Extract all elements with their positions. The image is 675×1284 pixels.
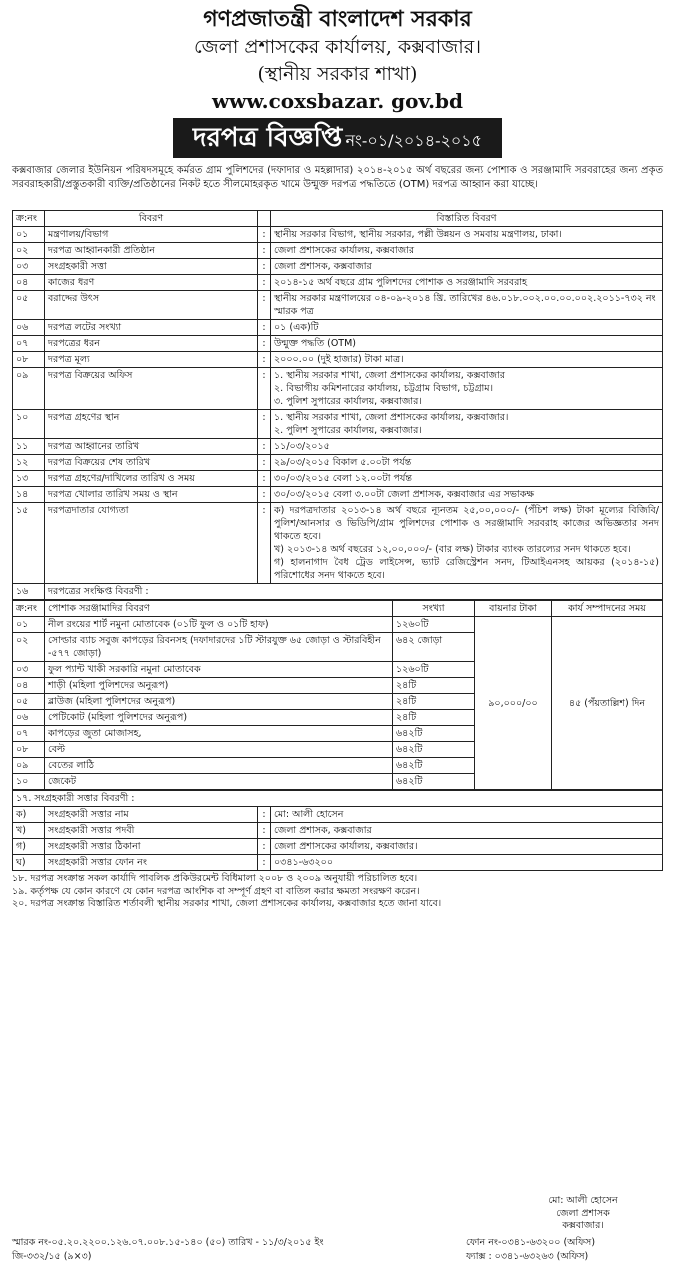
item-number: ০৯: [13, 758, 45, 774]
row-label: সংগ্রহকারী সত্তা: [45, 259, 258, 275]
row-number: ১৬: [13, 584, 45, 600]
item-description: ফুল প্যান্ট খাকী সরকারি নমুনা মোতাবেক: [45, 662, 393, 678]
table-row: ১৪ দরপত্র খোলার তারিখ সময় ও স্থান : ৩০/০৩/২০১৫ বেলা ৩.০০টা জেলা প্রশাসক, কক্সবাজার এর সভাকক্ষ: [13, 487, 663, 503]
table-row: ১৩ দরপত্র গ্রহণের/দাখিলের তারিখ ও সময় : ৩০/০৩/২০১৫ বেলা ১২.০০টা পর্যন্ত: [13, 471, 663, 487]
row-value: ০১ (এক)টি: [271, 320, 663, 336]
item-number: ০৮: [13, 742, 45, 758]
office-title: জেলা প্রশাসকের কার্যালয়, কক্সবাজার।: [193, 36, 482, 58]
item-quantity: ৬৪২টি: [393, 742, 475, 758]
notes-section: [0, 871, 675, 911]
government-title: গণপ্রজাতন্ত্রী বাংলাদেশ সরকার: [203, 6, 472, 32]
table-row: ১১ দরপত্র আহ্বানের তারিখ : ১১/০৩/২০১৫: [13, 439, 663, 455]
notice-banner: [0, 118, 675, 158]
table-header-row: [13, 211, 663, 227]
item-number: ০৭: [13, 726, 45, 742]
row-value: [271, 503, 663, 584]
header-details: বিস্তারিত বিবরণ: [271, 211, 663, 227]
note-20: ২০. দরপত্র সংক্রান্ত বিস্তারিত শর্তাবলী স্থানীয় সরকার শাখা, জেলা প্রশাসকের কার্যালয়, কক্সবাজার হতে জানা যাবে।: [12, 898, 442, 909]
banner-number: নং-০১/২০১৪-২০১৫: [345, 131, 483, 150]
item-description: শাড়ী (মহিলা পুলিশদের অনুরূপ): [45, 678, 393, 694]
item-description: সোল্ডার ব্যাচ সবুজ কাপড়ের রিবনসহ (দফাদারদের ১টি স্টারযুক্ত ৬৫ জোড়া ও স্টারবিহীন -৫৭৭ জোড়া): [45, 633, 393, 662]
procurer-row-value: ০৩৪১-৬৩২০০: [271, 855, 663, 871]
row-label: বরাদ্দের উৎস: [45, 291, 258, 320]
row-value: জেলা প্রশাসকের কার্যালয়, কক্সবাজার: [271, 243, 663, 259]
earnest-money: ৯০,০০০/০০: [475, 617, 552, 790]
items-header-serial: ক্র:নং: [13, 601, 45, 617]
row-number: ১৫: [13, 503, 45, 584]
note-18: ১৮. দরপত্র সংক্রান্ত সকল কার্যাদি পাবলিক প্রকিউরমেন্ট বিধিমালা ২০০৮ ও ২০০৯ অনুযায়ী পরিচালিত হবে।: [12, 873, 418, 884]
letterhead: [0, 0, 675, 114]
item-quantity: ৬৪২টি: [393, 774, 475, 790]
row-value: ২৯/০৩/২০১৫ বিকাল ৫.০০টা পর্যন্ত: [271, 455, 663, 471]
table-row: ০২ দরপত্র আহ্বানকারী প্রতিষ্ঠান : জেলা প্রশাসকের কার্যালয়, কক্সবাজার: [13, 243, 663, 259]
item-quantity: ২৪টি: [393, 678, 475, 694]
signatory-place: কক্সবাজার।: [562, 1220, 604, 1231]
row-number: ০৩: [13, 259, 45, 275]
table-row: গ) সংগ্রহকারী সত্তার ঠিকানা : জেলা প্রশাসকের কার্যালয়, কক্সবাজার।: [13, 839, 663, 855]
eligibility-a: ক) দরপত্রদাতার ২০১৩-১৪ অর্থ বছরে ন্যূনতম ২৫,০০,০০০/- (পঁচিশ লক্ষ) টাকা মূল্যের বিজিবি/পুলিশ/আনসার ও ভিডিপি/গ্রাম পুলিশদের পোশাক ও সরঞ্জামাদি সরবরাহ কাজের অভিজ্ঞতার সনদ থাকতে হবে।: [274, 505, 659, 542]
row-label: দরপত্র খোলার তারিখ সময় ও স্থান: [45, 487, 258, 503]
row-label: দরপত্র লটের সংখ্যা: [45, 320, 258, 336]
row-label: দরপত্র আহ্বানকারী প্রতিষ্ঠান: [45, 243, 258, 259]
memo-block: [12, 1236, 324, 1264]
row-value: স্থানীয় সরকার বিভাগ, স্থানীয় সরকার, পল্লী উন্নয়ন ও সমবায় মন্ত্রণালয়, ঢাকা।: [271, 227, 663, 243]
row-label: কাজের ধরণ: [45, 275, 258, 291]
website-link[interactable]: www.coxsbazar. gov.bd: [211, 89, 464, 113]
item-description: বেল্ট: [45, 742, 393, 758]
procurer-row-number: গ): [13, 839, 45, 855]
item-number: ০৫: [13, 694, 45, 710]
receipt-place-1: ১. স্থানীয় সরকার শাখা, জেলা প্রশাসকের কার্যালয়, কক্সবাজার।: [274, 412, 509, 423]
branch-title: (স্থানীয় সরকার শাখা): [257, 63, 418, 85]
procurer-row-label: সংগ্রহকারী সত্তার ফোন নং: [45, 855, 258, 871]
item-number: ০৬: [13, 710, 45, 726]
item-description: পেটিকোট (মহিলা পুলিশদের অনুরূপ): [45, 710, 393, 726]
eligibility-c: গ) হালনাগাদ বৈধ ট্রেড লাইসেন্স, ভ্যাট রেজিস্ট্রেশন সনদ, টিআইএনসহ আয়কর (২০১৪-১৫) পরিশোধের সনদ থাকতে হবে।: [274, 557, 659, 581]
table-row: ০৪ কাজের ধরণ : ২০১৪-১৫ অর্থ বছরে গ্রাম পুলিশদের পোশাক ও সরঞ্জামাদি সরবরাহ: [13, 275, 663, 291]
table-row: [13, 584, 663, 600]
table-row: ০৯ দরপত্র বিক্রয়ের অফিস : ১. স্থানীয় সরকার শাখা, জেলা প্রশাসকের কার্যালয়, কক্সবাজার ২. বিভাগীয় কমিশনারের কার্যালয়, চট্টগ্রাম বিভাগ, চট্টগ্রাম। ৩. পুলিশ সুপারের কার্যালয়, কক্সবাজার।: [13, 368, 663, 410]
row-number: ০৭: [13, 336, 45, 352]
row-value: ৩০/০৩/২০১৫ বেলা ১২.০০টা পর্যন্ত: [271, 471, 663, 487]
table-row: ক) সংগ্রহকারী সত্তার নাম : মো: আলী হোসেন: [13, 807, 663, 823]
signatory-name: মো: আলী হোসেন: [548, 1195, 618, 1206]
procurer-row-label: সংগ্রহকারী সত্তার ঠিকানা: [45, 839, 258, 855]
table-row: ০৭ দরপত্রের ধরন : উন্মুক্ত পদ্ধতি (OTM): [13, 336, 663, 352]
procurer-title-row: [13, 791, 663, 807]
row-label: দরপত্রদাতার যোগ্যতা: [45, 503, 258, 584]
fax-number: ফ্যাক্স : ০৩৪১-৬৩২৬৩ (অফিস): [466, 1251, 589, 1262]
items-header-earnest: বায়নার টাকা: [475, 601, 552, 617]
row-label: দরপত্র আহ্বানের তারিখ: [45, 439, 258, 455]
row-value: [271, 410, 663, 439]
item-quantity: ৬৪২টি: [393, 758, 475, 774]
contact-block: [466, 1236, 595, 1264]
procurer-row-number: ক): [13, 807, 45, 823]
memo-number: স্মারক নং-০৫.২০.২২০০.১২৬.০৭.০০৮.১৫-১৪০ (৫০) তারিখ - ১১/৩/২০১৫ ইং: [12, 1237, 324, 1248]
procurer-row-label: সংগ্রহকারী সত্তার পদবী: [45, 823, 258, 839]
eligibility-b: খ) ২০১৩-১৪ অর্থ বছরের ১২,০০,০০০/- (বার লক্ষ) টাকার ব্যাংক তারল্যের সনদ থাকতে হবে।: [274, 544, 631, 555]
item-number: ০২: [13, 633, 45, 662]
header-description: বিবরণ: [45, 211, 258, 227]
row-value: ৩০/০৩/২০১৫ বেলা ৩.০০টা জেলা প্রশাসক, কক্সবাজার এর সভাকক্ষ: [271, 487, 663, 503]
procurer-table: [12, 790, 663, 871]
procurer-row-number: ঘ): [13, 855, 45, 871]
row-number: ১০: [13, 410, 45, 439]
item-number: ০৩: [13, 662, 45, 678]
items-header-row: [13, 601, 663, 617]
row-value: ২০১৪-১৫ অর্থ বছরে গ্রাম পুলিশদের পোশাক ও সরঞ্জামাদি সরবরাহ: [271, 275, 663, 291]
table-row: [13, 617, 663, 633]
item-description: জেকেট: [45, 774, 393, 790]
items-header-quantity: সংখ্যা: [393, 601, 475, 617]
table-row: ১০ দরপত্র গ্রহণের স্থান : ১. স্থানীয় সরকার শাখা, জেলা প্রশাসকের কার্যালয়, কক্সবাজার। ২. পুলিশ সুপারের কার্যালয়, কক্সবাজার।: [13, 410, 663, 439]
item-quantity: ১২৬০টি: [393, 662, 475, 678]
items-table: [12, 600, 663, 790]
header-serial: ক্র:নং: [13, 211, 45, 227]
row-label: দরপত্রের সংক্ষিপ্ত বিবরণী :: [45, 584, 663, 600]
item-quantity: ৬৪২টি: [393, 726, 475, 742]
item-number: ০১: [13, 617, 45, 633]
note-19: ১৯. কর্তৃপক্ষ যে কোন কারণে যে কোন দরপত্র আংশিক বা সম্পূর্ণ গ্রহণ বা বাতিল করার ক্ষমতা সংরক্ষণ করেন।: [12, 885, 420, 897]
procurer-row-number: খ): [13, 823, 45, 839]
item-quantity: ১২৬০টি: [393, 617, 475, 633]
row-label: দরপত্র গ্রহণের স্থান: [45, 410, 258, 439]
gd-number: জি-৩৩২/১৫ (৯×৩): [12, 1251, 92, 1262]
intro-paragraph: কক্সবাজার জেলার ইউনিয়ন পরিষদসমূহে কর্মরত গ্রাম পুলিশদের (দফাদার ও মহল্লাদার) ২০১৪-২০১৫ অর্থ বছরের জন্য পোশাক ও সরঞ্জামাদি সরবরাহের জন্য প্রকৃত সরবরাহকারী/প্রস্তুতকারী ব্যক্তি/প্রতিষ্ঠানের নিকট হতে সীলমোহরকৃত খামে উন্মুক্ত দরপত্র পদ্ধতিতে (OTM) দরপত্র আহ্বান করা যাচ্ছে।: [12, 165, 663, 190]
procurer-row-label: সংগ্রহকারী সত্তার নাম: [45, 807, 258, 823]
item-description: নীল রংয়ের শার্ট নমুনা মোতাবেক (০১টি ফুল ও ০১টি হাফ): [45, 617, 393, 633]
table-row: ০১ মন্ত্রণালয়/বিভাগ : স্থানীয় সরকার বিভাগ, স্থানীয় সরকার, পল্লী উন্নয়ন ও সমবায় মন্ত্রণালয়, ঢাকা।: [13, 227, 663, 243]
table-row: ০৩ সংগ্রহকারী সত্তা : জেলা প্রশাসক, কক্সবাজার: [13, 259, 663, 275]
table-row: ১২ দরপত্র বিক্রয়ের শেষ তারিখ : ২৯/০৩/২০১৫ বিকাল ৫.০০টা পর্যন্ত: [13, 455, 663, 471]
row-number: ০৪: [13, 275, 45, 291]
signatory-designation: জেলা প্রশাসক: [556, 1207, 610, 1219]
signature-block: [508, 1195, 658, 1233]
row-value: উন্মুক্ত পদ্ধতি (OTM): [271, 336, 663, 352]
row-number: ১৪: [13, 487, 45, 503]
item-number: ১০: [13, 774, 45, 790]
row-value: স্থানীয় সরকার মন্ত্রণালয়ের ০৪-০৯-২০১৪ খ্রি. তারিখের ৪৬.০১৮.০০২.০০.০০.০০২.২০১১-৭৩২ নং স্মারক পত্র: [271, 291, 663, 320]
row-label: মন্ত্রণালয়/বিভাগ: [45, 227, 258, 243]
row-label: দরপত্র বিক্রয়ের শেষ তারিখ: [45, 455, 258, 471]
table-row: ঘ) সংগ্রহকারী সত্তার ফোন নং : ০৩৪১-৬৩২০০: [13, 855, 663, 871]
row-number: ০৯: [13, 368, 45, 410]
row-number: ০৫: [13, 291, 45, 320]
row-label: দরপত্র বিক্রয়ের অফিস: [45, 368, 258, 410]
sales-office-1: ১. স্থানীয় সরকার শাখা, জেলা প্রশাসকের কার্যালয়, কক্সবাজার: [274, 370, 505, 381]
row-number: ১৩: [13, 471, 45, 487]
procurer-row-value: জেলা প্রশাসকের কার্যালয়, কক্সবাজার।: [271, 839, 663, 855]
row-value: [271, 368, 663, 410]
receipt-place-2: ২. পুলিশ সুপারের কার্যালয়, কক্সবাজার।: [274, 425, 422, 436]
item-number: ০৪: [13, 678, 45, 694]
procurer-row-value: জেলা প্রশাসক, কক্সবাজার: [271, 823, 663, 839]
row-value: ২০০০.০০ (দুই হাজার) টাকা মাত্র।: [271, 352, 663, 368]
phone-number: ফোন নং-০৩৪১-৬৩২০০ (অফিস): [466, 1237, 596, 1248]
row-label: দরপত্র মূল্য: [45, 352, 258, 368]
table-row: ০৮ দরপত্র মূল্য : ২০০০.০০ (দুই হাজার) টাকা মাত্র।: [13, 352, 663, 368]
sales-office-2: ২. বিভাগীয় কমিশনারের কার্যালয়, চট্টগ্রাম বিভাগ, চট্টগ্রাম।: [274, 383, 493, 394]
banner-title: দরপত্র বিজ্ঞপ্তি: [192, 123, 343, 153]
items-header-time: কার্য সম্পাদনের সময়: [552, 601, 663, 617]
item-description: ব্লাউজ (মহিলা পুলিশদের অনুরূপ): [45, 694, 393, 710]
row-number: ১১: [13, 439, 45, 455]
items-header-description: পোশাক সরঞ্জামাদির বিবরণ: [45, 601, 393, 617]
procurer-title: ১৭. সংগ্রহকারী সত্তার বিবরণী :: [13, 791, 663, 807]
item-quantity: ২৪টি: [393, 710, 475, 726]
sales-office-3: ৩. পুলিশ সুপারের কার্যালয়, কক্সবাজার।: [274, 396, 422, 407]
tender-details-table: [12, 210, 663, 600]
table-row: খ) সংগ্রহকারী সত্তার পদবী : জেলা প্রশাসক, কক্সবাজার: [13, 823, 663, 839]
row-label: দরপত্রের ধরন: [45, 336, 258, 352]
item-description: বেতের লাঠি: [45, 758, 393, 774]
row-number: ০৮: [13, 352, 45, 368]
item-quantity: ৬৪২ জোড়া: [393, 633, 475, 662]
table-row: ০৫ বরাদ্দের উৎস : স্থানীয় সরকার মন্ত্রণালয়ের ০৪-০৯-২০১৪ খ্রি. তারিখের ৪৬.০১৮.০০২.০০.০০.০০২.২০১১-৭৩২ নং স্মারক পত্র: [13, 291, 663, 320]
row-number: ০২: [13, 243, 45, 259]
table-row: ১৫ দরপত্রদাতার যোগ্যতা : ক) দরপত্রদাতার ২০১৩-১৪ অর্থ বছরে ন্যূনতম ২৫,০০,০০০/- (পঁচিশ লক্ষ) টাকা মূল্যের বিজিবি/পুলিশ/আনসার ও ভিডিপি/গ্রাম পুলিশদের পোশাক ও সরঞ্জামাদি সরবরাহ কাজের অভিজ্ঞতার সনদ থাকতে হবে। খ) ২০১৩-১৪ অর্থ বছরের ১২,০০,০০০/- (বার লক্ষ) টাকার ব্যাংক তারল্যের সনদ থাকতে হবে। গ) হালনাগাদ বৈধ ট্রেড লাইসেন্স, ভ্যাট রেজিস্ট্রেশন সনদ, টিআইএনসহ আয়কর (২০১৪-১৫) পরিশোধের সনদ থাকতে হবে।: [13, 503, 663, 584]
completion-time: ৪৫ (পঁয়তাল্লিশ) দিন: [552, 617, 663, 790]
row-number: ০৬: [13, 320, 45, 336]
row-number: ০১: [13, 227, 45, 243]
table-row: ০৬ দরপত্র লটের সংখ্যা : ০১ (এক)টি: [13, 320, 663, 336]
procurer-row-value: মো: আলী হোসেন: [271, 807, 663, 823]
row-label: দরপত্র গ্রহণের/দাখিলের তারিখ ও সময়: [45, 471, 258, 487]
row-number: ১২: [13, 455, 45, 471]
item-quantity: ২৪টি: [393, 694, 475, 710]
row-value: জেলা প্রশাসক, কক্সবাজার: [271, 259, 663, 275]
item-description: কাপড়ের জুতা মোজাসহ,: [45, 726, 393, 742]
row-value: ১১/০৩/২০১৫: [271, 439, 663, 455]
